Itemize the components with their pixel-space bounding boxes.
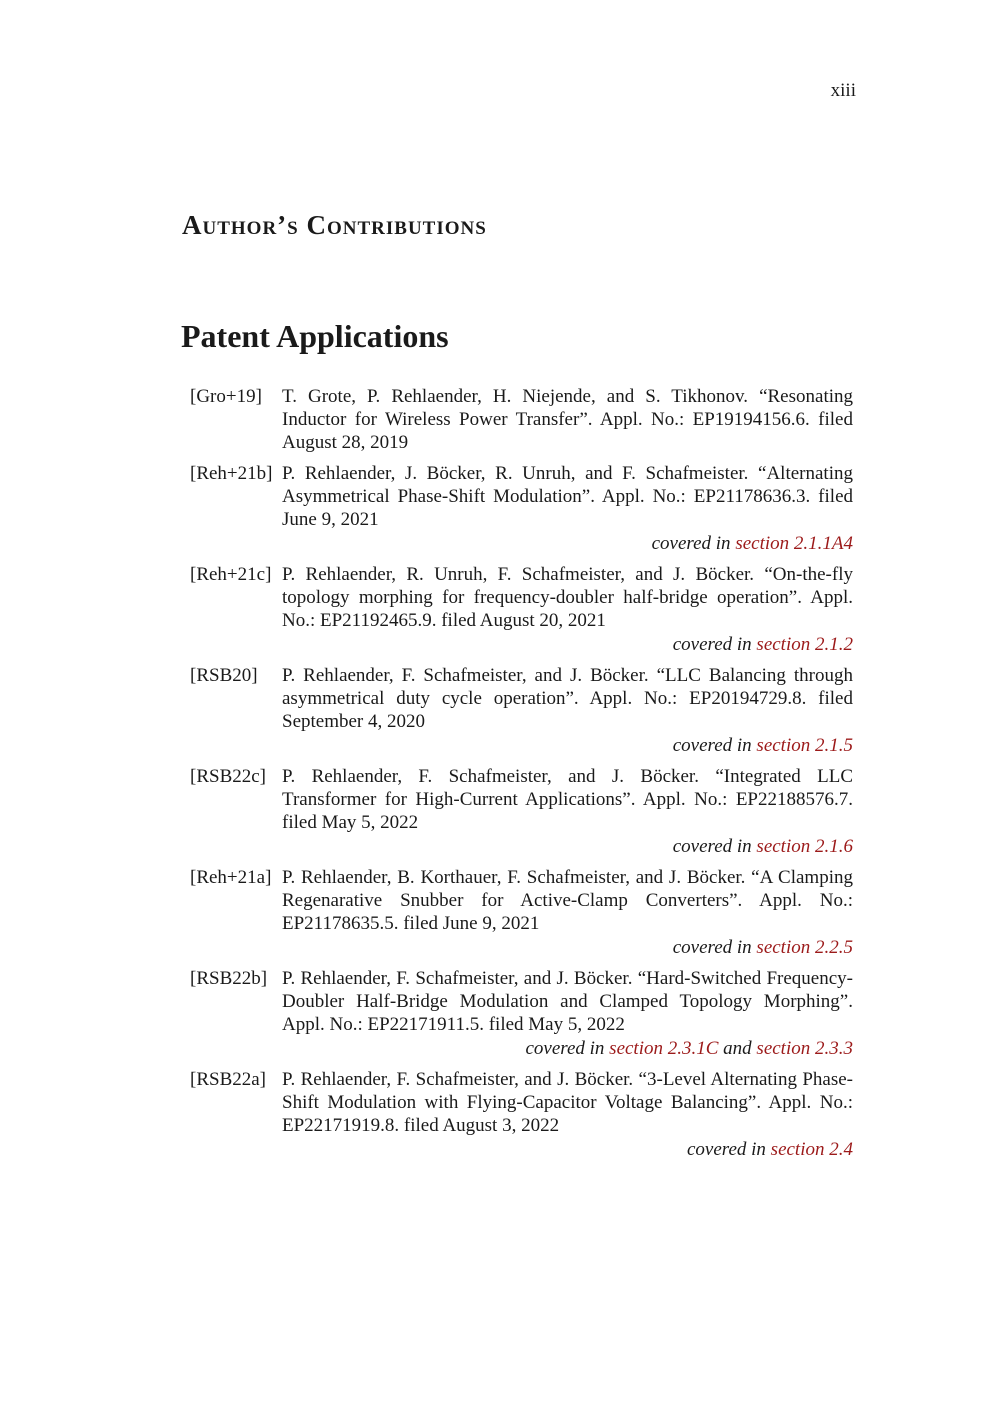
citation-key: [Reh+21b] bbox=[190, 463, 273, 484]
section-link[interactable]: section 2.1.1A4 bbox=[735, 533, 853, 554]
citation-text: P. Rehlaender, F. Schafmeister, and J. Böcker. “3-Level Alternating Phase-Shift Modulation with Flying-Capacitor Voltage Balancing”. Appl. No.: EP22171919.8. filed August 3, 2022 bbox=[282, 1069, 853, 1136]
covered-in-label: covered in bbox=[672, 735, 752, 756]
patent-entry bbox=[190, 765, 853, 858]
covered-in-label: covered in bbox=[672, 937, 752, 958]
covered-in-note bbox=[190, 1138, 853, 1161]
citation-key: [Gro+19] bbox=[190, 386, 262, 407]
covered-in-note bbox=[190, 532, 853, 555]
patent-entry bbox=[190, 385, 853, 454]
patent-list bbox=[190, 385, 853, 1169]
covered-in-label: covered in bbox=[651, 533, 731, 554]
patent-entry bbox=[190, 664, 853, 757]
and-label: and bbox=[723, 1038, 752, 1059]
citation-text: P. Rehlaender, F. Schafmeister, and J. Böcker. “Hard-Switched Frequency-Doubler Half-Bridge Modulation and Clamped Topology Morphing”. Appl. No.: EP22171911.5. filed May 5, 2022 bbox=[282, 968, 853, 1035]
citation-text: P. Rehlaender, J. Böcker, R. Unruh, and F. Schafmeister. “Alternating Asymmetrical Phase-Shift Modulation”. Appl. No.: EP21178636.3. filed June 9, 2021 bbox=[282, 463, 853, 530]
citation-key: [Reh+21a] bbox=[190, 867, 272, 888]
patent-entry bbox=[190, 1068, 853, 1161]
citation-text: P. Rehlaender, F. Schafmeister, and J. Böcker. “LLC Balancing through asymmetrical duty cycle operation”. Appl. No.: EP20194729.8. filed September 4, 2020 bbox=[282, 665, 853, 732]
section-link[interactable]: section 2.3.1C bbox=[609, 1038, 719, 1059]
section-link[interactable]: section 2.1.2 bbox=[756, 634, 853, 655]
section-link[interactable]: section 2.2.5 bbox=[756, 937, 853, 958]
section-link[interactable]: section 2.1.6 bbox=[756, 836, 853, 857]
section-link[interactable]: section 2.1.5 bbox=[756, 735, 853, 756]
covered-in-note bbox=[190, 835, 853, 858]
section-title: Patent Applications bbox=[181, 318, 449, 354]
covered-in-label: covered in bbox=[672, 634, 752, 655]
patent-entry bbox=[190, 563, 853, 656]
covered-in-note bbox=[190, 936, 853, 959]
covered-in-note bbox=[190, 734, 853, 757]
citation-key: [Reh+21c] bbox=[190, 564, 272, 585]
citation-text: P. Rehlaender, F. Schafmeister, and J. Böcker. “Integrated LLC Transformer for High-Current Applications”. Appl. No.: EP22188576.7. filed May 5, 2022 bbox=[282, 766, 853, 833]
citation-text: T. Grote, P. Rehlaender, H. Niejende, and S. Tikhonov. “Resonating Inductor for Wireless Power Transfer”. Appl. No.: EP19194156.6. filed August 28, 2019 bbox=[282, 386, 853, 453]
citation-text: P. Rehlaender, B. Korthauer, F. Schafmeister, and J. Böcker. “A Clamping Regenarative Snubber for Active-Clamp Converters”. Appl. No.: EP21178635.5. filed June 9, 2021 bbox=[282, 867, 853, 934]
citation-key: [RSB20] bbox=[190, 665, 258, 686]
section-link[interactable]: section 2.4 bbox=[770, 1139, 853, 1160]
citation-key: [RSB22c] bbox=[190, 766, 266, 787]
covered-in-note bbox=[190, 633, 853, 656]
covered-in-label: covered in bbox=[672, 836, 752, 857]
chapter-title: Author’s Contributions bbox=[182, 210, 487, 240]
covered-in-note bbox=[190, 1037, 853, 1060]
patent-entry bbox=[190, 967, 853, 1060]
page-number: xiii bbox=[830, 80, 856, 101]
patent-entry bbox=[190, 462, 853, 555]
section-link[interactable]: section 2.3.3 bbox=[756, 1038, 853, 1059]
covered-in-label: covered in bbox=[525, 1038, 605, 1059]
citation-key: [RSB22a] bbox=[190, 1069, 266, 1090]
covered-in-label: covered in bbox=[686, 1139, 766, 1160]
patent-entry bbox=[190, 866, 853, 959]
citation-key: [RSB22b] bbox=[190, 968, 268, 989]
citation-text: P. Rehlaender, R. Unruh, F. Schafmeister, and J. Böcker. “On-the-fly topology morphing for frequency-doubler half-bridge operation”. Appl. No.: EP21192465.9. filed August 20, 2021 bbox=[282, 564, 853, 631]
